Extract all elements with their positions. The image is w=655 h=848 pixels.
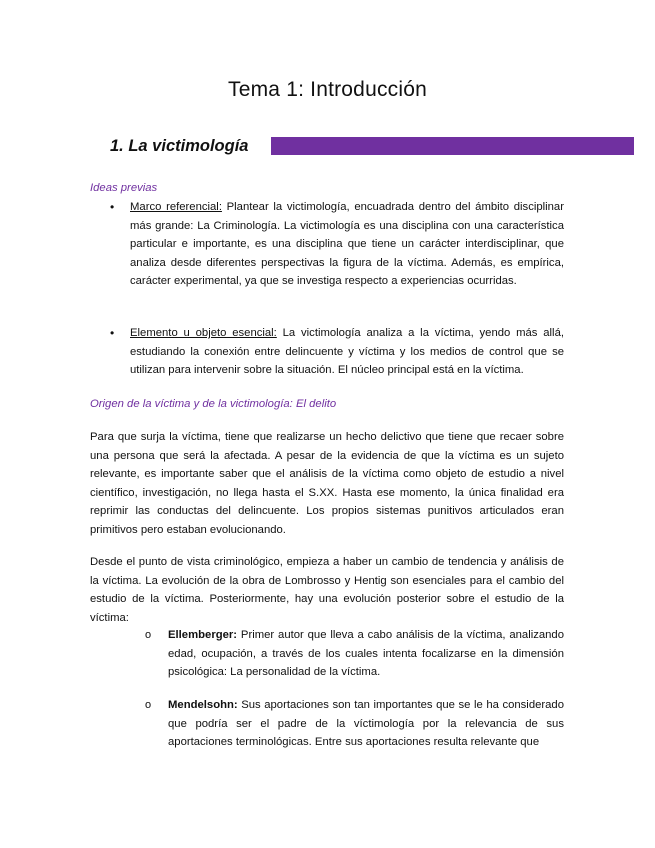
author-name: Ellemberger:: [168, 629, 238, 641]
bullet-icon: •: [110, 200, 115, 214]
paragraph-origen-1: Para que surja la víctima, tiene que realizarse un hecho delictivo que tiene que recaer sobre una persona que será la afectada. A pesar de la evidencia de que la víctima es un sujeto relevante, es importante saber que el análisis de la víctima como objeto de estudio a nivel científico, investigación, no llega hasta el S.XX. Hasta ese momento, la única finalidad era reprimir las conductas del delincuente. Los propios sistemas punitivos articulados eran primitivos pero estaban evolucionando.: [90, 431, 564, 536]
subheading-origen: Origen de la víctima y de la victimología: El delito: [90, 398, 337, 410]
bullet-icon: •: [110, 326, 115, 340]
bullet-text: [130, 324, 564, 380]
section-heading-row: [110, 135, 634, 157]
circle-bullet-icon: o: [145, 629, 152, 641]
author-body: Primer autor que lleva a cabo análisis de la víctima, analizando edad, ocupación, a través de los cuales intenta focalizarse en la dimensión psicológica: La personalidad de la víctima.: [168, 629, 564, 679]
page-title: Tema 1: Introducción: [228, 78, 427, 101]
bullet-body: La victimología analiza a la víctima, yendo más allá, estudiando la conexión entre delincuente y víctima y los medios de control que se utilizan para intervenir sobre la situación. El núcleo principal está en la víctima.: [130, 327, 564, 377]
section-heading: 1. La victimología: [110, 137, 249, 155]
subheading-ideas-previas: Ideas previas: [90, 182, 158, 194]
author-text: [168, 626, 564, 682]
author-text: [168, 696, 564, 752]
bullet-label: Elemento u objeto esencial:: [130, 327, 277, 339]
author-name: Mendelsohn:: [168, 699, 238, 711]
author-body: Sus aportaciones son tan importantes que se le ha considerado que podría ser el padre de la víctimología por la relevancia de sus aportaciones terminológicas. Entre sus aportaciones resulta relevante que: [168, 699, 564, 749]
bullet-body: Plantear la victimología, encuadrada dentro del ámbito disciplinar más grande: La Criminología. La victimología es una disciplina con una característica particular e importante, es una disciplina que tiene un carácter interdisciplinar, que analiza desde diferentes perspectivas la figura de la víctima. Además, es empírica, carácter experimental, ya que se investiga respecto a experiencias ocurridas.: [130, 201, 564, 288]
circle-bullet-icon: o: [145, 699, 152, 711]
bullet-text: [130, 198, 564, 291]
paragraph-origen-2: Desde el punto de vista criminológico, empieza a haber un cambio de tendencia y análisis de la víctima. La evolución de la obra de Lombrosso y Hentig son esenciales para el cambio del estudio de la víctima. Posteriormente, hay una evolución posterior sobre el estudio de la víctima:: [90, 556, 564, 624]
bullet-label: Marco referencial:: [130, 201, 222, 213]
section-heading-bar: [271, 137, 634, 155]
